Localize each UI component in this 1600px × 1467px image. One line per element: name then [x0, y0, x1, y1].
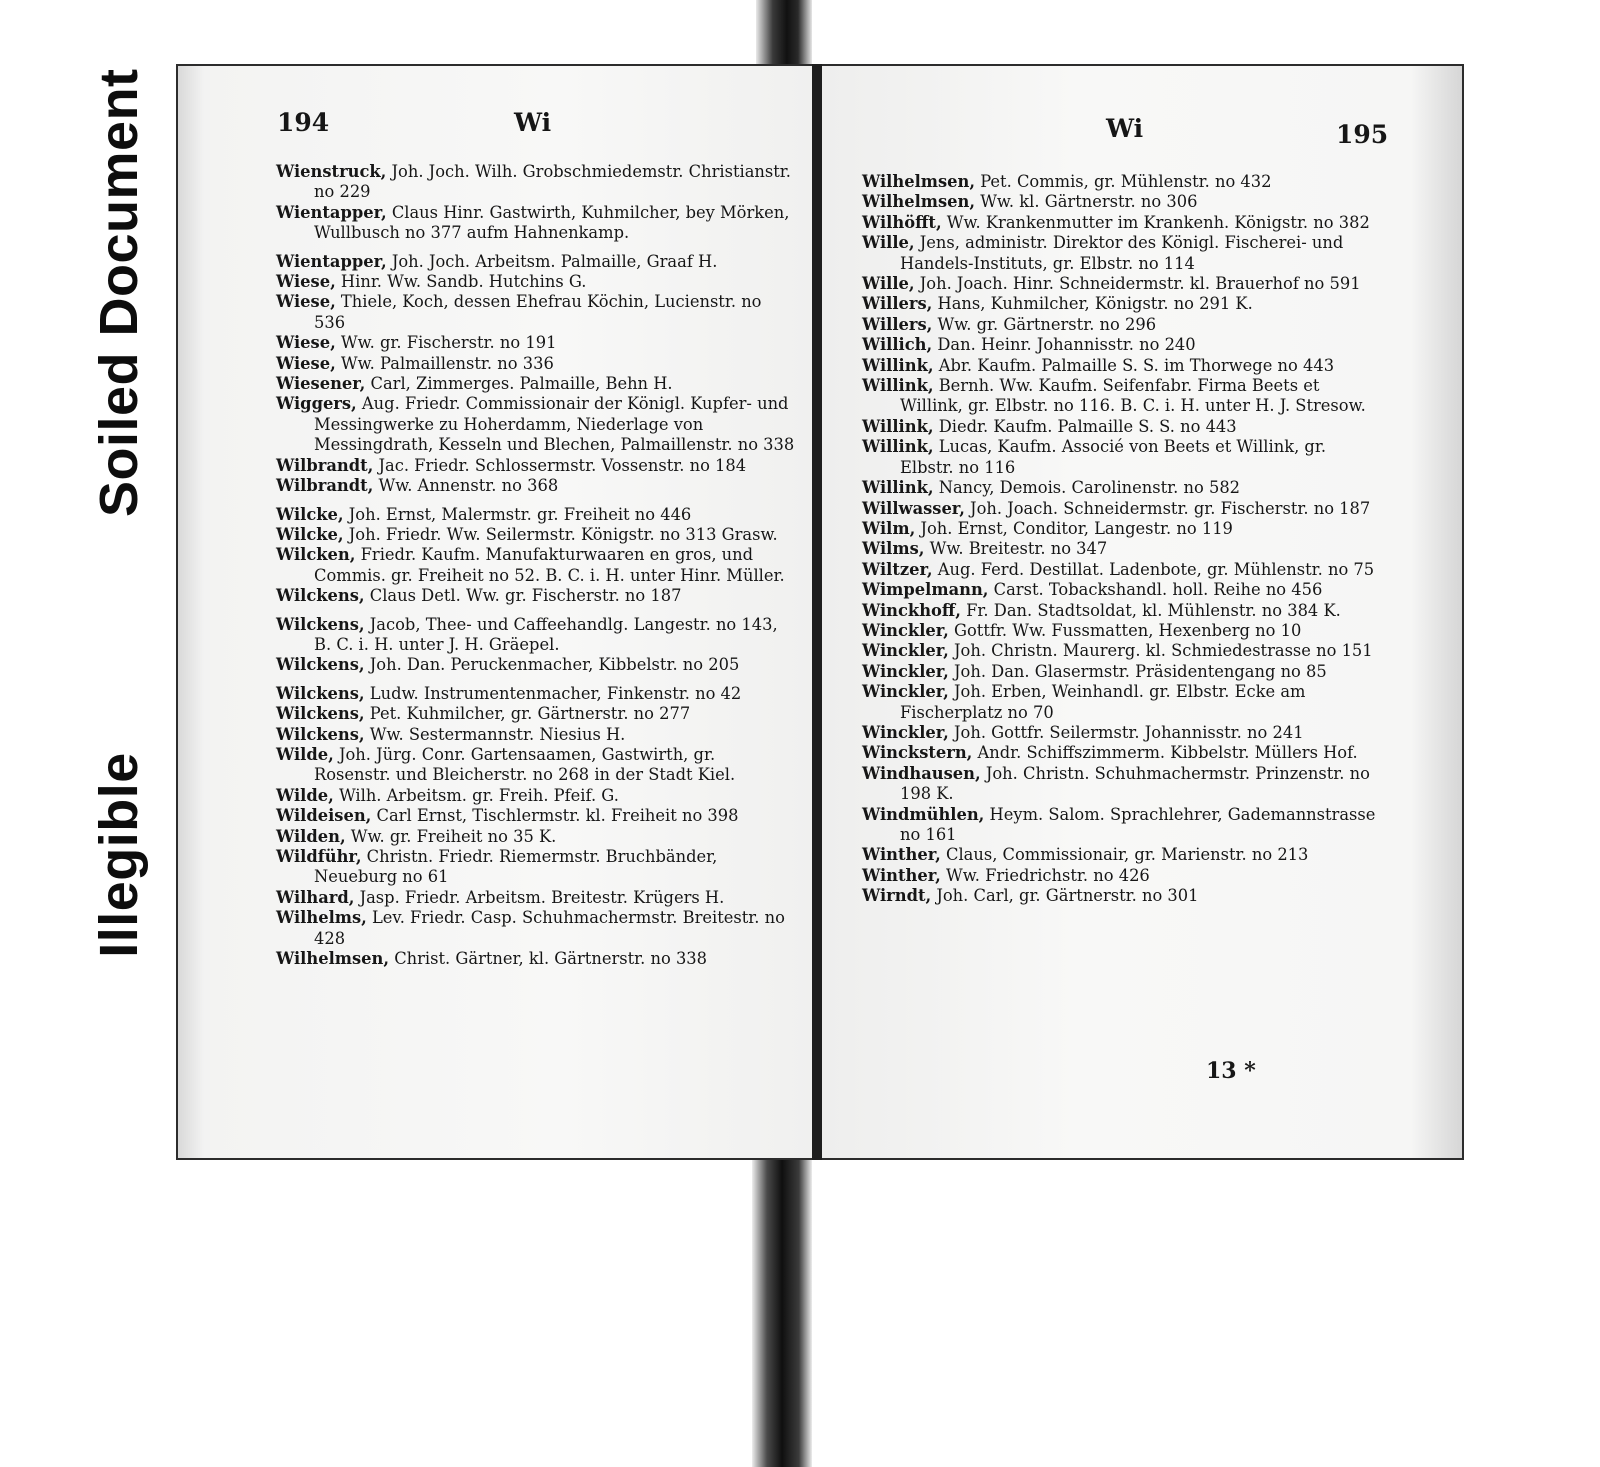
list-item: Wilbrandt, Ww. Annenstr. no 368: [276, 476, 559, 496]
right-directory-list: [862, 172, 1381, 907]
left-directory-list: [276, 162, 796, 969]
soiled-document-stamp: Soiled Document: [89, 68, 149, 517]
list-item: Wilckens, Jacob, Thee- und Caffeehandlg. Langestr. no 143, B. C. i. H. unter J. H. Gräepel.: [276, 614, 783, 654]
list-item: Winckstern, Andr. Schiffszimmerm. Kibbelstr. Müllers Hof.: [862, 743, 1358, 763]
list-item: Wilcken, Friedr. Kaufm. Manufakturwaaren en gros, und Commis. gr. Freiheit no 52. B. C. i. H. unter Hinr. Müller.: [276, 545, 785, 585]
list-item: Wille, Joh. Joach. Hinr. Schneidermstr. kl. Brauerhof no 591: [862, 274, 1361, 294]
list-item: Wilden, Ww. gr. Freiheit no 35 K.: [276, 826, 557, 846]
left-page-header: Wi: [514, 108, 552, 137]
right-page-header: Wi: [1106, 114, 1144, 143]
list-item: Willink, Nancy, Demois. Carolinenstr. no 582: [862, 478, 1241, 498]
list-item: Wilhard, Jasp. Friedr. Arbeitsm. Breitestr. Krügers H.: [276, 887, 725, 907]
list-item: Wilckens, Ww. Sestermannstr. Niesius H.: [276, 724, 626, 744]
list-item: Wilckens, Joh. Dan. Peruckenmacher, Kibbelstr. no 205: [276, 655, 740, 675]
list-item: Wildführ, Christn. Friedr. Riemermstr. Bruchbänder, Neueburg no 61: [276, 847, 723, 887]
list-item: Wilde, Joh. Jürg. Conr. Gartensaamen, Gastwirth, gr. Rosenstr. und Bleicherstr. no 268 in der Stadt Kiel.: [276, 744, 736, 785]
list-item: Wientapper, Claus Hinr. Gastwirth, Kuhmilcher, bey Mörken, Wullbusch no 377 aufm Hahnenkamp.: [276, 202, 795, 243]
list-item: Winther, Claus, Commissionair, gr. Marienstr. no 213: [862, 845, 1309, 865]
book-spine-bottom: [752, 1158, 812, 1467]
list-item: Willers, Hans, Kuhmilcher, Königstr. no 291 K.: [862, 294, 1253, 314]
list-item: Willwasser, Joh. Joach. Schneidermstr. gr. Fischerstr. no 187: [862, 498, 1371, 518]
list-item: Willink, Diedr. Kaufm. Palmaille S. S. no 443: [862, 416, 1237, 436]
list-item: Wilhelmsen, Pet. Commis, gr. Mühlenstr. no 432: [862, 172, 1272, 191]
list-item: Wilckens, Pet. Kuhmilcher, gr. Gärtnerstr. no 277: [276, 704, 691, 724]
list-item: Wiese, Hinr. Ww. Sandb. Hutchins G.: [276, 272, 587, 292]
list-item: Wiese, Thiele, Koch, dessen Ehefrau Köchin, Lucienstr. no 536: [276, 292, 767, 332]
list-item: Willers, Ww. gr. Gärtnerstr. no 296: [862, 314, 1157, 334]
list-item: Wildeisen, Carl Ernst, Tischlermstr. kl. Freiheit no 398: [276, 806, 739, 826]
book-spine-top: [756, 0, 812, 70]
list-item: Wilhelmsen, Christ. Gärtner, kl. Gärtnerstr. no 338: [276, 949, 708, 969]
list-item: Wilckens, Ludw. Instrumentenmacher, Finkenstr. no 42: [276, 683, 742, 703]
list-item: Winckler, Gottfr. Ww. Fussmatten, Hexenberg no 10: [862, 620, 1302, 640]
list-item: Wiese, Ww. Palmaillenstr. no 336: [276, 353, 554, 373]
book-gutter: [812, 64, 822, 1160]
list-item: Wilhöfft, Ww. Krankenmutter im Krankenh. Königstr. no 382: [862, 212, 1370, 232]
list-item: Wientapper, Joh. Joch. Arbeitsm. Palmaille, Graaf H.: [276, 251, 718, 271]
list-item: Wilm, Joh. Ernst, Conditor, Langestr. no 119: [862, 518, 1233, 538]
list-item: Winckler, Joh. Gottfr. Seilermstr. Johannisstr. no 241: [862, 722, 1304, 742]
list-item: Willink, Lucas, Kaufm. Associé von Beets et Willink, gr. Elbstr. no 116: [862, 437, 1332, 477]
list-item: Winckler, Joh. Dan. Glasermstr. Präsidentengang no 85: [862, 661, 1327, 681]
list-item: Windmühlen, Heym. Salom. Sprachlehrer, Gademannstrasse no 161: [862, 804, 1381, 844]
list-item: Wilckens, Claus Detl. Ww. gr. Fischerstr. no 187: [276, 586, 682, 606]
list-item: Wilde, Wilh. Arbeitsm. gr. Freih. Pfeif. G.: [276, 785, 619, 805]
list-item: Winther, Ww. Friedrichstr. no 426: [862, 865, 1150, 885]
list-item: Wille, Jens, administr. Direktor des Königl. Fischerei- und Handels-Instituts, gr. Elbstr. no 114: [862, 233, 1349, 273]
list-item: Willich, Dan. Heinr. Johannisstr. no 240: [862, 335, 1196, 355]
list-item: Wilhelms, Lev. Friedr. Casp. Schuhmachermstr. Breitestr. no 428: [276, 908, 791, 948]
list-item: Willink, Abr. Kaufm. Palmaille S. S. im Thorwege no 443: [862, 355, 1335, 375]
list-item: Wimpelmann, Carst. Tobackshandl. holl. Reihe no 456: [862, 580, 1323, 600]
list-item: Willink, Bernh. Ww. Kaufm. Seifenfabr. Firma Beets et Willink, gr. Elbstr. no 116. B. C. i. H. unter H. J. Stresow.: [862, 376, 1366, 416]
list-item: Winckhoff, Fr. Dan. Stadtsoldat, kl. Mühlenstr. no 384 K.: [862, 600, 1341, 620]
illegible-stamp: Illegible: [89, 752, 149, 958]
list-item: Wirndt, Joh. Carl, gr. Gärtnerstr. no 301: [862, 886, 1199, 906]
list-item: Wiese, Ww. gr. Fischerstr. no 191: [276, 333, 557, 353]
right-page-number: 195: [1336, 120, 1389, 149]
list-item: Wiesener, Carl, Zimmerges. Palmaille, Behn H.: [276, 374, 673, 394]
list-item: Wiggers, Aug. Friedr. Commissionair der Königl. Kupfer- und Messingwerke zu Hoherdamm, Niederlage von Messingdrath, Kesseln und Blechen, Palmaillenstr. no 338: [276, 394, 795, 455]
list-item: Windhausen, Joh. Christn. Schuhmachermstr. Prinzenstr. no 198 K.: [862, 763, 1376, 804]
printer-signature-mark: 13 *: [1206, 1058, 1256, 1084]
list-item: Wilcke, Joh. Friedr. Ww. Seilermstr. Königstr. no 313 Grasw.: [276, 524, 778, 544]
list-item: Winckler, Joh. Christn. Maurerg. kl. Schmiedestrasse no 151: [862, 641, 1373, 661]
list-item: Wienstruck, Joh. Joch. Wilh. Grobschmiedemstr. Christianstr. no 229: [276, 162, 797, 202]
list-item: Wilms, Ww. Breitestr. no 347: [862, 539, 1108, 559]
list-item: Wilcke, Joh. Ernst, Malermstr. gr. Freiheit no 446: [276, 504, 692, 524]
left-page-number: 194: [277, 108, 330, 137]
list-item: Winckler, Joh. Erben, Weinhandl. gr. Elbstr. Ecke am Fischerplatz no 70: [862, 682, 1311, 722]
list-item: Wilhelmsen, Ww. kl. Gärtnerstr. no 306: [862, 192, 1198, 212]
list-item: Wilbrandt, Jac. Friedr. Schlossermstr. Vossenstr. no 184: [276, 455, 747, 475]
list-item: Wiltzer, Aug. Ferd. Destillat. Ladenbote, gr. Mühlenstr. no 75: [862, 559, 1375, 579]
